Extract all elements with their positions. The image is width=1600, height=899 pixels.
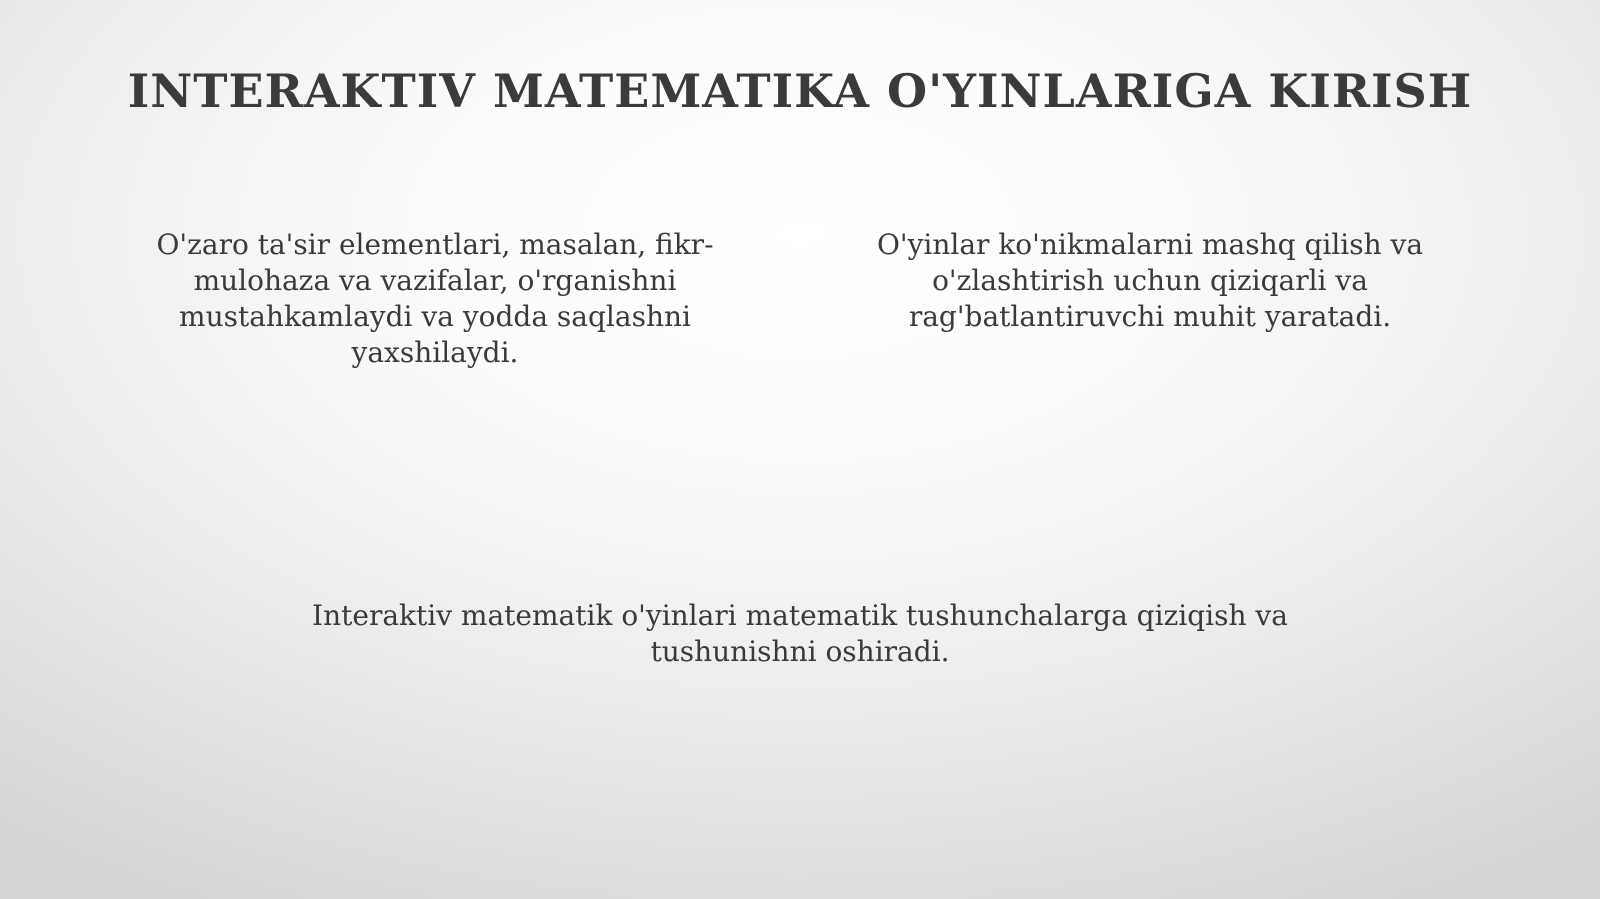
right-text-block: O'yinlar ko'nikmalarni mashq qilish va o'zlashtirish uchun qiziqarli va rag'batlantiruvchi muhit yaratadi. (876, 228, 1424, 333)
bottom-text-block: Interaktiv matematik o'yinlari matematik tushunchalarga qiziqish va tushunishni oshiradi. (312, 599, 1288, 668)
left-text-block: O'zaro ta'sir elementlari, masalan, fikr-mulohaza va vazifalar, o'rganishni mustahkamlaydi va yodda saqlashni yaxshilaydi. (156, 228, 714, 369)
slide-title: INTERAKTIV MATEMATIKA O'YINLARIGA KIRISH (127, 64, 1473, 118)
